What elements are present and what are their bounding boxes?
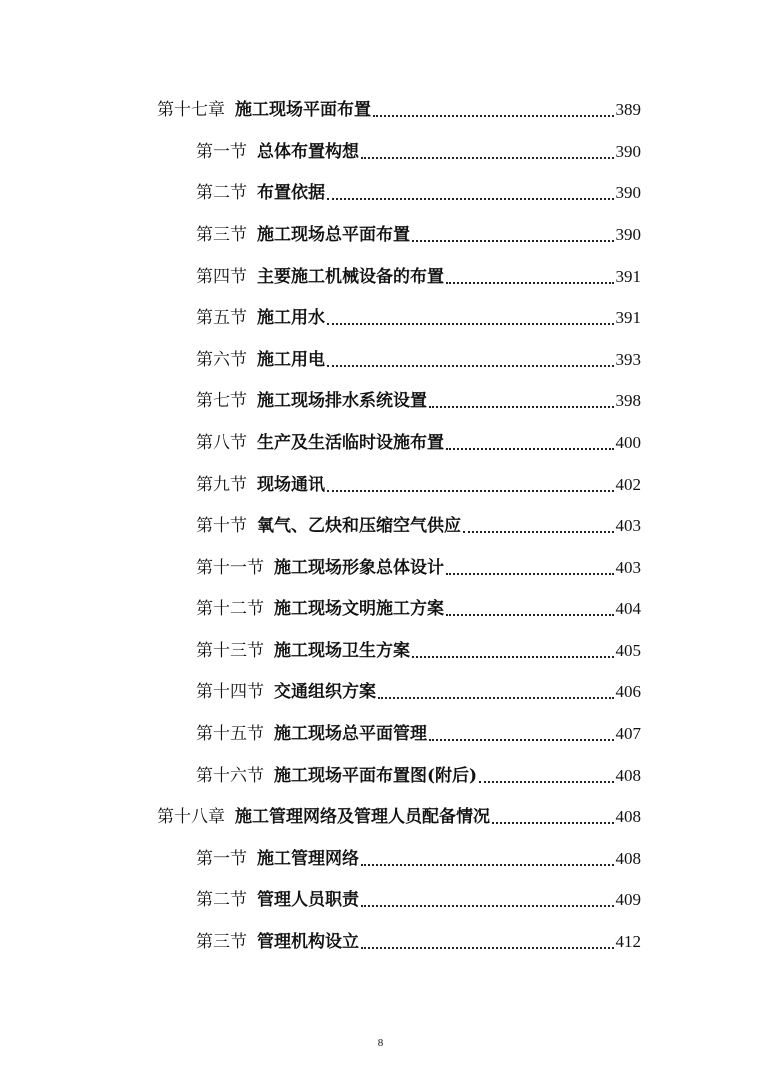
toc-entry-section[interactable] [196, 927, 641, 957]
dot-leader [327, 489, 614, 492]
toc-entry-section[interactable] [196, 761, 641, 791]
toc-entry-section[interactable] [196, 844, 641, 874]
toc-entry-section[interactable] [196, 511, 641, 541]
toc-entry-label: 第二节 [196, 183, 247, 203]
toc-entry-title: 交通组织方案 [274, 682, 376, 702]
toc-entry-section[interactable] [196, 386, 641, 416]
toc-entry-page: 404 [615, 599, 641, 618]
toc-entry-title: 施工现场文明施工方案 [274, 599, 444, 619]
toc-entry-section[interactable] [196, 719, 641, 749]
toc-entry-label: 第十四节 [196, 682, 264, 702]
toc-entry-section[interactable] [196, 345, 641, 375]
toc-entry-label: 第七节 [196, 391, 247, 411]
dot-leader [361, 156, 614, 159]
toc-entry-label: 第一节 [196, 849, 247, 869]
toc-entry-title: 施工现场平面布置图(附后) [274, 766, 478, 786]
toc-entry-section[interactable] [196, 677, 641, 707]
dot-leader [327, 364, 614, 367]
toc-entry-label: 第四节 [196, 267, 247, 287]
toc-entry-title: 施工现场排水系统设置 [257, 391, 427, 411]
dot-leader [327, 197, 614, 200]
toc-entry-label: 第十五节 [196, 724, 264, 744]
dot-leader [373, 114, 614, 117]
toc-entry-title: 施工用水 [257, 308, 325, 328]
toc-entry-section[interactable] [196, 594, 641, 624]
dot-leader [361, 946, 614, 949]
toc-entry-page: 403 [615, 516, 641, 535]
toc-entry-label: 第十二节 [196, 599, 264, 619]
toc-entry-label: 第一节 [196, 142, 247, 162]
toc-entry-title: 施工管理网络 [257, 849, 359, 869]
toc-entry-page: 390 [615, 225, 641, 244]
toc-entry-title: 管理机构设立 [257, 932, 359, 952]
dot-leader [479, 780, 613, 783]
toc-entry-section[interactable] [196, 428, 641, 458]
dot-leader [361, 863, 614, 866]
dot-leader [446, 281, 614, 284]
toc-entry-title: 施工现场平面布置 [235, 100, 371, 120]
toc-entry-page: 391 [615, 308, 641, 327]
toc-entry-title: 总体布置构想 [257, 142, 359, 162]
toc-entry-page: 408 [615, 766, 641, 785]
dot-leader [378, 696, 614, 699]
toc-entry-section[interactable] [196, 178, 641, 208]
toc-entry-title: 施工现场总平面布置 [257, 225, 410, 245]
toc-entry-section[interactable] [196, 553, 641, 583]
toc-entry-title: 现场通讯 [257, 475, 325, 495]
toc-entry-page: 407 [615, 724, 641, 743]
toc-entry-page: 393 [615, 350, 641, 369]
toc-entry-label: 第十六节 [196, 766, 264, 786]
toc-entry-page: 412 [615, 932, 641, 951]
dot-leader [412, 239, 614, 242]
toc-entry-section[interactable] [196, 137, 641, 167]
toc-entry-section[interactable] [196, 885, 641, 915]
page-number: 8 [377, 1037, 384, 1049]
toc-entry-label: 第十三节 [196, 641, 264, 661]
toc-entry-label: 第十一节 [196, 558, 264, 578]
toc-entry-section[interactable] [196, 636, 641, 666]
toc-entry-page: 390 [615, 142, 641, 161]
toc-entry-title: 氧气、乙炔和压缩空气供应 [257, 516, 461, 536]
dot-leader [446, 613, 614, 616]
toc-entry-section[interactable] [196, 220, 641, 250]
toc-entry-chapter[interactable] [157, 802, 641, 832]
toc-entry-title: 施工管理网络及管理人员配备情况 [235, 807, 490, 827]
dot-leader [361, 904, 614, 907]
toc-entry-label: 第十七章 [157, 100, 225, 120]
toc-entry-label: 第九节 [196, 475, 247, 495]
toc-entry-page: 400 [615, 433, 641, 452]
toc-entry-title: 主要施工机械设备的布置 [257, 267, 444, 287]
toc-entry-label: 第三节 [196, 932, 247, 952]
toc-entry-page: 403 [615, 558, 641, 577]
toc-entry-label: 第五节 [196, 308, 247, 328]
toc-entry-title: 施工现场形象总体设计 [274, 558, 444, 578]
toc-entry-title: 施工现场总平面管理 [274, 724, 427, 744]
toc-entry-label: 第六节 [196, 350, 247, 370]
toc-entry-label: 第三节 [196, 225, 247, 245]
dot-leader [429, 738, 614, 741]
toc-entry-page: 406 [615, 682, 641, 701]
dot-leader [463, 530, 614, 533]
toc-entry-section[interactable] [196, 262, 641, 292]
toc-entry-label: 第十八章 [157, 807, 225, 827]
toc-entry-section[interactable] [196, 303, 641, 333]
toc-entry-title: 施工用电 [257, 350, 325, 370]
toc-entry-label: 第二节 [196, 890, 247, 910]
toc-entry-title: 布置依据 [257, 183, 325, 203]
toc-entry-page: 389 [615, 100, 641, 119]
dot-leader [446, 572, 614, 575]
toc-entry-title: 生产及生活临时设施布置 [257, 433, 444, 453]
toc-entry-label: 第十节 [196, 516, 247, 536]
dot-leader [327, 322, 614, 325]
toc-entry-page: 408 [615, 807, 641, 826]
dot-leader [492, 821, 614, 824]
toc-entry-title: 施工现场卫生方案 [274, 641, 410, 661]
toc-entry-page: 405 [615, 641, 641, 660]
toc-entry-title: 管理人员职责 [257, 890, 359, 910]
toc-entry-page: 409 [615, 890, 641, 909]
toc-entry-page: 408 [615, 849, 641, 868]
toc-entry-page: 390 [615, 183, 641, 202]
dot-leader [429, 405, 614, 408]
toc-entry-chapter[interactable] [157, 95, 641, 125]
toc-entry-label: 第八节 [196, 433, 247, 453]
dot-leader [446, 447, 614, 450]
toc-entry-page: 402 [615, 475, 641, 494]
dot-leader [412, 655, 614, 658]
toc-entry-section[interactable] [196, 470, 641, 500]
toc-entry-page: 391 [615, 267, 641, 286]
toc-entry-page: 398 [615, 391, 641, 410]
